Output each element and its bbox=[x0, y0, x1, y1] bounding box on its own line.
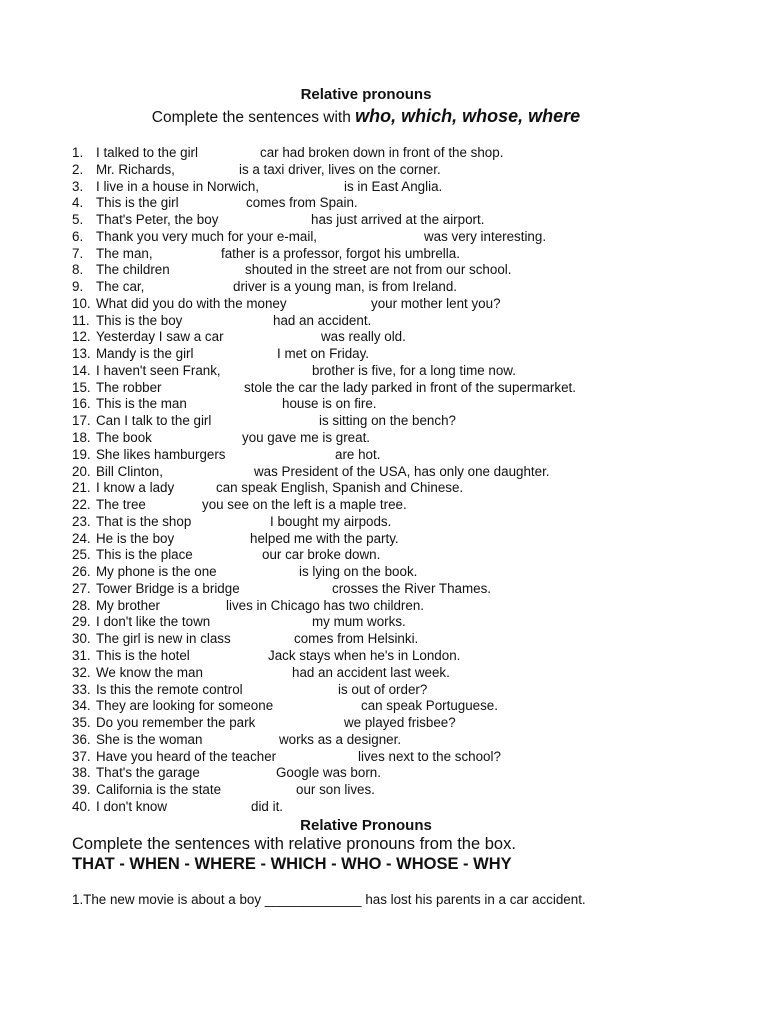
sentence-after-blank: can speak Portuguese. bbox=[361, 698, 498, 714]
sentence-number: 34. bbox=[72, 698, 91, 714]
sentence-number: 11. bbox=[72, 312, 90, 328]
sentence-after-blank: comes from Spain. bbox=[246, 195, 358, 211]
sentence-item bbox=[72, 547, 712, 564]
sentence-before-blank: This is the hotel bbox=[96, 647, 190, 663]
sentence-item bbox=[72, 447, 712, 464]
sentence-after-blank: is sitting on the bench? bbox=[319, 413, 456, 429]
sentence-after-blank: crosses the River Thames. bbox=[332, 580, 492, 596]
sentence-number: 30. bbox=[72, 631, 91, 647]
sentence-before-blank: Have you heard of the teacher bbox=[96, 748, 277, 764]
sentence-before-blank: Is this the remote control bbox=[96, 681, 243, 697]
sentence-item bbox=[72, 296, 712, 313]
sentence-after-blank: was President of the USA, has only one daughter. bbox=[254, 463, 550, 479]
sentence-before-blank: The car, bbox=[96, 279, 145, 295]
sentence-number: 8. bbox=[72, 262, 84, 278]
sentence-number: 37. bbox=[72, 748, 91, 764]
sentence-after-blank: I met on Friday. bbox=[277, 346, 370, 362]
sentence-item bbox=[72, 631, 712, 648]
sentence-before-blank: The children bbox=[96, 262, 170, 278]
sentence-item bbox=[72, 682, 712, 699]
sentence-after-blank: is in East Anglia. bbox=[344, 178, 443, 194]
sentence-before-blank: My brother bbox=[96, 597, 160, 613]
part2-instruction: Complete the sentences with relative pronouns from the box. bbox=[72, 835, 516, 853]
sentence-number: 20. bbox=[72, 463, 91, 479]
sentence-after-blank: driver is a young man, is from Ireland. bbox=[233, 279, 458, 295]
sentence-item bbox=[72, 246, 712, 263]
sentence-before-blank: This is the man bbox=[96, 396, 187, 412]
sentence-after-blank: did it. bbox=[251, 798, 284, 814]
sentence-item bbox=[72, 279, 712, 296]
sentence-number: 18. bbox=[72, 430, 91, 446]
sentence-item bbox=[72, 313, 712, 330]
sentence-item bbox=[72, 413, 712, 430]
sentence-item bbox=[72, 782, 712, 799]
sentence-before-blank: This is the girl bbox=[96, 195, 179, 211]
sentence-after-blank: shouted in the street are not from our school. bbox=[245, 262, 512, 278]
sentence-number: 14. bbox=[72, 362, 91, 378]
sentence-before-blank: The man, bbox=[96, 245, 153, 261]
sentence-after-blank: is lying on the book. bbox=[299, 564, 418, 580]
sentence-number: 12. bbox=[72, 329, 91, 345]
sentence-number: 21. bbox=[72, 480, 91, 496]
sentence-item bbox=[72, 765, 712, 782]
sentence-item bbox=[72, 514, 712, 531]
sentence-item bbox=[72, 162, 712, 179]
sentence-number: 27. bbox=[72, 580, 91, 596]
sentence-after-blank: our son lives. bbox=[296, 782, 375, 798]
sentence-after-blank: has just arrived at the airport. bbox=[311, 212, 485, 228]
sentence-before-blank: He is the boy bbox=[96, 530, 175, 546]
sentence-before-blank: That's Peter, the boy bbox=[96, 212, 219, 228]
sentence-after-blank: house is on fire. bbox=[282, 396, 377, 412]
sentence-after-blank: Google was born. bbox=[276, 765, 381, 781]
sentence-before-blank: I talked to the girl bbox=[96, 145, 198, 160]
sentence-number: 2. bbox=[72, 161, 84, 177]
sentence-number: 39. bbox=[72, 782, 91, 798]
sentence-before-blank: Tower Bridge is a bridge bbox=[96, 580, 240, 596]
sentence-number: 10. bbox=[72, 295, 91, 311]
sentence-after-blank: brother is five, for a long time now. bbox=[312, 362, 516, 378]
sentence-before-blank: I haven't seen Frank, bbox=[96, 362, 221, 378]
sentence-list bbox=[72, 145, 712, 816]
sentence-before-blank: Do you remember the park bbox=[96, 715, 256, 731]
sentence-before-blank: We know the man bbox=[96, 664, 203, 680]
sentence-after-blank: is a taxi driver, lives on the corner. bbox=[239, 161, 441, 177]
sentence-item bbox=[72, 749, 712, 766]
sentence-item bbox=[72, 380, 712, 397]
sentence-after-blank: was very interesting. bbox=[424, 228, 547, 244]
sentence-number: 25. bbox=[72, 547, 91, 563]
sentence-number: 16. bbox=[72, 396, 91, 412]
part1-instruction bbox=[0, 106, 732, 127]
sentence-number: 4. bbox=[72, 195, 84, 211]
sentence-number: 1. bbox=[72, 145, 84, 160]
sentence-item bbox=[72, 799, 712, 816]
sentence-item bbox=[72, 262, 712, 279]
sentence-after-blank: comes from Helsinki. bbox=[294, 631, 419, 647]
sentence-number: 9. bbox=[72, 279, 84, 295]
sentence-item bbox=[72, 531, 712, 548]
sentence-item bbox=[72, 665, 712, 682]
sentence-item bbox=[72, 430, 712, 447]
sentence-before-blank: Bill Clinton, bbox=[96, 463, 163, 479]
sentence-number: 33. bbox=[72, 681, 91, 697]
sentence-after-blank: had an accident last week. bbox=[292, 664, 450, 680]
sentence-number: 38. bbox=[72, 765, 91, 781]
sentence-before-blank: Yesterday I saw a car bbox=[96, 329, 224, 345]
sentence-number: 19. bbox=[72, 446, 91, 462]
sentence-item bbox=[72, 648, 712, 665]
sentence-before-blank: The book bbox=[96, 430, 152, 446]
sentence-item bbox=[72, 212, 712, 229]
sentence-item bbox=[72, 195, 712, 212]
sentence-before-blank: The robber bbox=[96, 379, 162, 395]
sentence-before-blank: That is the shop bbox=[96, 513, 192, 529]
sentence-number: 40. bbox=[72, 798, 91, 814]
sentence-after-blank: Jack stays when he's in London. bbox=[268, 647, 461, 663]
sentence-before-blank: The girl is new in class bbox=[96, 631, 231, 647]
sentence-item bbox=[72, 464, 712, 481]
sentence-item bbox=[72, 698, 712, 715]
sentence-before-blank: Mandy is the girl bbox=[96, 346, 194, 362]
part1-title: Relative pronouns bbox=[300, 86, 432, 103]
sentence-after-blank: our car broke down. bbox=[262, 547, 381, 563]
sentence-before-blank: She likes hamburgers bbox=[96, 446, 226, 462]
sentence-before-blank: Mr. Richards, bbox=[96, 161, 175, 177]
sentence-item bbox=[72, 396, 712, 413]
sentence-number: 6. bbox=[72, 228, 84, 244]
sentence-before-blank: They are looking for someone bbox=[96, 698, 274, 714]
sentence-before-blank: I know a lady bbox=[96, 480, 175, 496]
part2-item-1: 1.The new movie is about a boy _____________ has lost his parents in a car accident. bbox=[72, 892, 586, 907]
sentence-before-blank: What did you do with the money bbox=[96, 295, 287, 311]
sentence-after-blank: lives next to the school? bbox=[358, 748, 501, 764]
sentence-after-blank: car had broken down in front of the shop. bbox=[260, 145, 504, 160]
sentence-after-blank: works as a designer. bbox=[279, 731, 402, 747]
sentence-number: 3. bbox=[72, 178, 84, 194]
sentence-number: 35. bbox=[72, 715, 91, 731]
sentence-item bbox=[72, 614, 712, 631]
sentence-item bbox=[72, 732, 712, 749]
sentence-item bbox=[72, 480, 712, 497]
sentence-item bbox=[72, 564, 712, 581]
sentence-before-blank: Thank you very much for your e-mail, bbox=[96, 228, 318, 244]
sentence-number: 32. bbox=[72, 664, 91, 680]
sentence-after-blank: stole the car the lady parked in front of the supermarket. bbox=[244, 379, 576, 395]
sentence-number: 28. bbox=[72, 597, 91, 613]
sentence-before-blank: This is the boy bbox=[96, 312, 183, 328]
sentence-before-blank: She is the woman bbox=[96, 731, 203, 747]
sentence-after-blank: father is a professor, forgot his umbrella. bbox=[221, 245, 460, 261]
sentence-number: 29. bbox=[72, 614, 91, 630]
sentence-number: 23. bbox=[72, 513, 91, 529]
sentence-number: 22. bbox=[72, 497, 91, 513]
sentence-number: 24. bbox=[72, 530, 91, 546]
part2-title: Relative Pronouns bbox=[300, 817, 432, 834]
sentence-before-blank: That's the garage bbox=[96, 765, 200, 781]
sentence-item bbox=[72, 346, 712, 363]
sentence-before-blank: This is the place bbox=[96, 547, 193, 563]
sentence-number: 5. bbox=[72, 212, 84, 228]
sentence-before-blank: I live in a house in Norwich, bbox=[96, 178, 259, 194]
sentence-number: 31. bbox=[72, 647, 91, 663]
part1-instruction-words: who, which, whose, where bbox=[355, 106, 581, 126]
sentence-after-blank: had an accident. bbox=[273, 312, 372, 328]
sentence-number: 13. bbox=[72, 346, 91, 362]
sentence-before-blank: I don't know bbox=[96, 798, 168, 814]
sentence-after-blank: my mum works. bbox=[312, 614, 406, 630]
sentence-after-blank: you gave me is great. bbox=[242, 430, 371, 446]
sentence-before-blank: Can I talk to the girl bbox=[96, 413, 212, 429]
sentence-before-blank: The tree bbox=[96, 497, 146, 513]
sentence-number: 36. bbox=[72, 731, 91, 747]
sentence-after-blank: you see on the left is a maple tree. bbox=[202, 497, 407, 513]
sentence-after-blank: can speak English, Spanish and Chinese. bbox=[216, 480, 464, 496]
sentence-item bbox=[72, 598, 712, 615]
sentence-item bbox=[72, 329, 712, 346]
sentence-item bbox=[72, 715, 712, 732]
sentence-number: 7. bbox=[72, 245, 84, 261]
sentence-item bbox=[72, 363, 712, 380]
sentence-before-blank: I don't like the town bbox=[96, 614, 211, 630]
sentence-item bbox=[72, 497, 712, 514]
sentence-item bbox=[72, 581, 712, 598]
sentence-after-blank: are hot. bbox=[335, 446, 381, 462]
sentence-number: 15. bbox=[72, 379, 91, 395]
sentence-number: 17. bbox=[72, 413, 91, 429]
sentence-after-blank: we played frisbee? bbox=[344, 715, 456, 731]
sentence-before-blank: California is the state bbox=[96, 782, 222, 798]
sentence-item bbox=[72, 179, 712, 196]
sentence-item bbox=[72, 229, 712, 246]
sentence-after-blank: is out of order? bbox=[338, 681, 428, 697]
sentence-after-blank: your mother lent you? bbox=[371, 295, 501, 311]
sentence-after-blank: I bought my airpods. bbox=[270, 513, 392, 529]
sentence-after-blank: was really old. bbox=[321, 329, 406, 345]
sentence-number: 26. bbox=[72, 564, 91, 580]
part1-instruction-prefix: Complete the sentences with bbox=[151, 109, 356, 126]
pronoun-word-box: THAT - WHEN - WHERE - WHICH - WHO - WHOSE - WHY bbox=[72, 855, 512, 873]
sentence-item bbox=[72, 145, 712, 162]
sentence-after-blank: lives in Chicago has two children. bbox=[226, 597, 424, 613]
sentence-before-blank: My phone is the one bbox=[96, 564, 217, 580]
sentence-after-blank: helped me with the party. bbox=[250, 530, 399, 546]
